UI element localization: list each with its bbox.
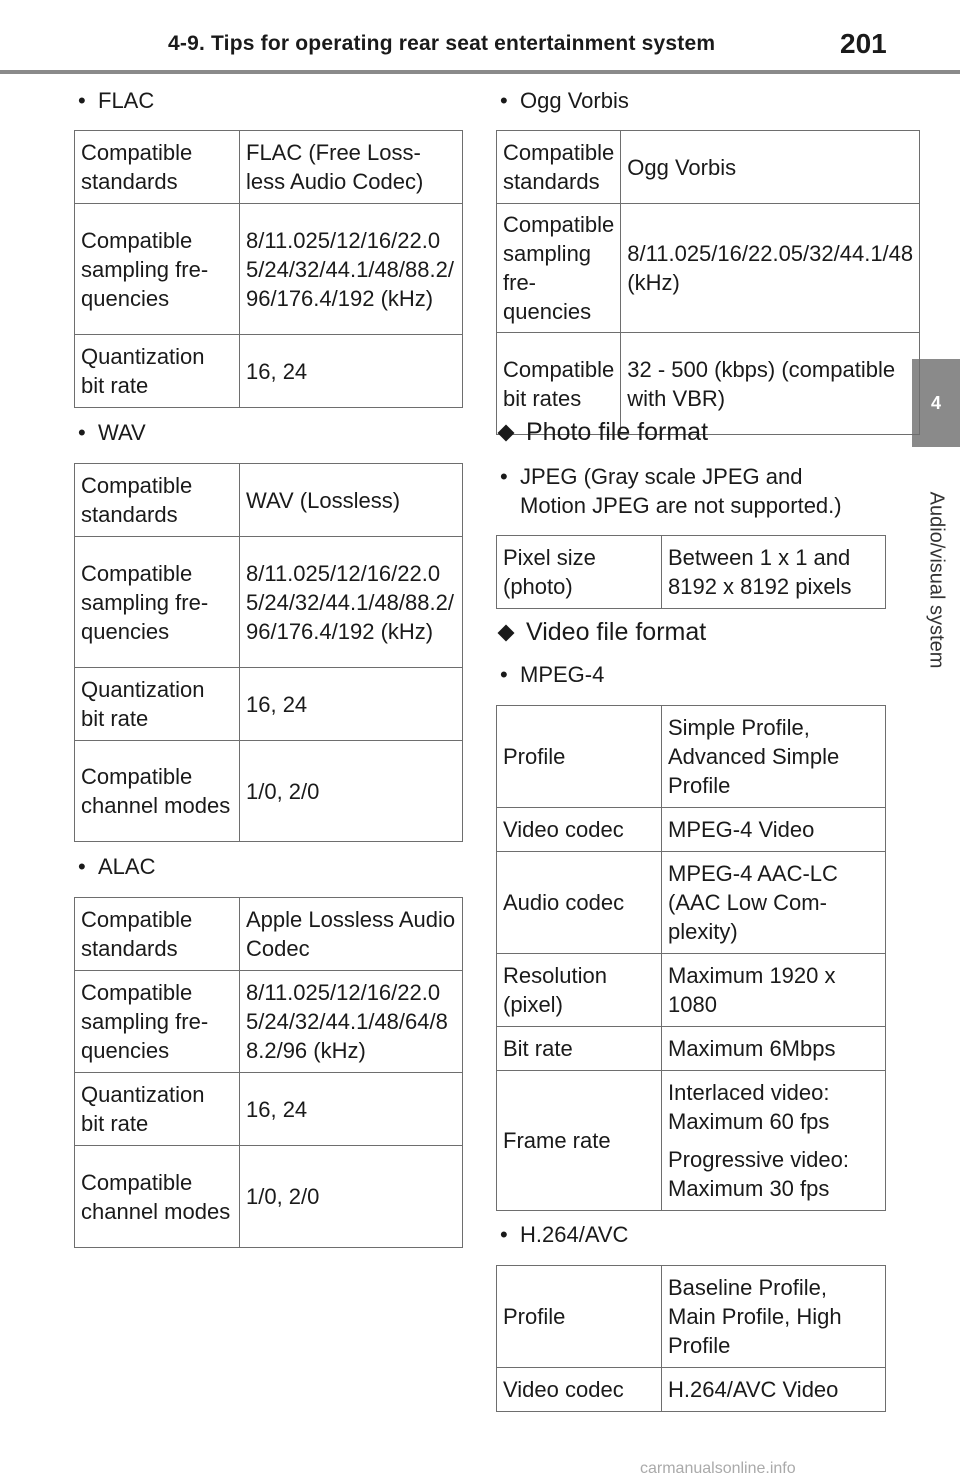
chapter-tab: 4 xyxy=(912,359,960,447)
row-label: Video codec xyxy=(497,808,662,852)
bullet-text: ALAC xyxy=(98,854,156,879)
row-value: MPEG-4 AAC-LC (AAC Low Com-plexity) xyxy=(662,852,886,954)
bullet-text: WAV xyxy=(98,420,146,445)
bullet-jpeg xyxy=(500,462,900,520)
table-row xyxy=(497,536,886,609)
table-row xyxy=(75,898,463,971)
row-value: Between 1 x 1 and 8192 x 8192 pixels xyxy=(662,536,886,609)
photo-table xyxy=(496,535,886,609)
row-value: 16, 24 xyxy=(240,1073,463,1146)
bullet-dot: • xyxy=(78,420,86,445)
bullet-dot: • xyxy=(78,88,86,113)
row-value: 8/11.025/16/22.05/32/44.1/48 (kHz) xyxy=(621,204,920,333)
table-row xyxy=(497,1368,886,1412)
row-label: Compatible standards xyxy=(75,898,240,971)
row-value: Maximum 6Mbps xyxy=(662,1027,886,1071)
section-title: 4-9. Tips for operating rear seat entertainment system xyxy=(168,32,716,55)
row-value: 1/0, 2/0 xyxy=(240,1146,463,1248)
row-label: Quantization bit rate xyxy=(75,1073,240,1146)
row-value: Ogg Vorbis xyxy=(621,131,920,204)
table-row xyxy=(75,668,463,741)
header-rule xyxy=(0,70,960,74)
row-label: Bit rate xyxy=(497,1027,662,1071)
row-value: H.264/AVC Video xyxy=(662,1368,886,1412)
diamond-bullet-icon xyxy=(498,424,515,441)
row-label: Audio codec xyxy=(497,852,662,954)
row-value: Maximum 1920 x 1080 xyxy=(662,954,886,1027)
row-value: Apple Lossless Audio Codec xyxy=(240,898,463,971)
row-label: Compatible sampling fre-quencies xyxy=(75,204,240,335)
row-value: 1/0, 2/0 xyxy=(240,741,463,842)
row-value: FLAC (Free Loss-less Audio Codec) xyxy=(240,131,463,204)
row-label: Compatible bit rates xyxy=(497,333,621,435)
chapter-label: Audio/visual system xyxy=(925,491,948,669)
row-label: Quantization bit rate xyxy=(75,335,240,408)
bullet-dot: • xyxy=(78,854,86,879)
table-row xyxy=(497,706,886,808)
row-label: Profile xyxy=(497,1266,662,1368)
mpeg4-table xyxy=(496,705,886,1211)
wav-table xyxy=(74,463,463,842)
table-row xyxy=(497,808,886,852)
bullet-dot: • xyxy=(500,88,508,113)
bullet-ogg xyxy=(500,88,629,114)
table-row xyxy=(75,741,463,842)
bullet-text: Ogg Vorbis xyxy=(520,88,629,113)
row-label: Compatible standards xyxy=(75,464,240,537)
row-value: Simple Profile, Advanced Simple Profile xyxy=(662,706,886,808)
table-row xyxy=(75,1073,463,1146)
table-row xyxy=(75,335,463,408)
bullet-dot: • xyxy=(500,662,508,687)
flac-table xyxy=(74,130,463,408)
row-label: Compatible sampling fre-quencies xyxy=(497,204,621,333)
row-label: Compatible sampling fre-quencies xyxy=(75,971,240,1073)
row-label: Quantization bit rate xyxy=(75,668,240,741)
frame-rate-progressive: Progressive video: Maximum 30 fps xyxy=(668,1147,849,1201)
table-row xyxy=(75,204,463,335)
table-row xyxy=(497,1027,886,1071)
bullet-text-continued: Motion JPEG are not supported.) xyxy=(520,493,842,518)
heading-text: Video file format xyxy=(526,618,707,646)
row-label: Compatible sampling fre-quencies xyxy=(75,537,240,668)
ogg-table xyxy=(496,130,920,435)
row-value: Baseline Profile, Main Profile, High Profile xyxy=(662,1266,886,1368)
bullet-h264 xyxy=(500,1222,628,1248)
row-value: 8/11.025/12/16/22.05/24/32/44.1/48/64/88.2/96 (kHz) xyxy=(240,971,463,1073)
row-label: Profile xyxy=(497,706,662,808)
row-value: 8/11.025/12/16/22.05/24/32/44.1/48/88.2/96/176.4/192 (kHz) xyxy=(240,537,463,668)
bullet-text: MPEG-4 xyxy=(520,662,605,687)
table-row xyxy=(75,131,463,204)
row-label: Compatible channel modes xyxy=(75,741,240,842)
table-row xyxy=(497,1071,886,1211)
heading-text: Photo file format xyxy=(526,418,709,446)
watermark-footer: carmanualsonline.info xyxy=(640,1460,796,1477)
diamond-bullet-icon xyxy=(498,624,515,641)
bullet-text: FLAC xyxy=(98,88,155,113)
table-row xyxy=(497,131,920,204)
row-value xyxy=(662,1071,886,1211)
row-value: WAV (Lossless) xyxy=(240,464,463,537)
row-value: MPEG-4 Video xyxy=(662,808,886,852)
row-label: Pixel size (photo) xyxy=(497,536,662,609)
table-row xyxy=(497,1266,886,1368)
bullet-flac xyxy=(78,88,154,114)
row-value: 8/11.025/12/16/22.05/24/32/44.1/48/88.2/96/176.4/192 (kHz) xyxy=(240,204,463,335)
bullet-dot: • xyxy=(500,1222,508,1247)
row-label: Frame rate xyxy=(497,1071,662,1211)
bullet-wav xyxy=(78,420,146,446)
table-row xyxy=(75,537,463,668)
table-row xyxy=(75,971,463,1073)
bullet-dot: • xyxy=(500,464,508,489)
bullet-text: JPEG (Gray scale JPEG and xyxy=(520,464,803,489)
table-row xyxy=(497,954,886,1027)
table-row xyxy=(75,1146,463,1248)
bullet-text: H.264/AVC xyxy=(520,1222,629,1247)
row-label: Video codec xyxy=(497,1368,662,1412)
h264-table xyxy=(496,1265,886,1412)
row-label: Compatible channel modes xyxy=(75,1146,240,1248)
alac-table xyxy=(74,897,463,1248)
heading-photo xyxy=(494,418,708,447)
heading-video xyxy=(494,618,706,647)
frame-rate-interlaced: Interlaced video: Maximum 60 fps xyxy=(668,1080,830,1134)
row-value: 16, 24 xyxy=(240,335,463,408)
bullet-alac xyxy=(78,854,155,880)
row-label: Compatible standards xyxy=(75,131,240,204)
row-value: 32 - 500 (kbps) (compatible with VBR) xyxy=(621,333,920,435)
bullet-mpeg4 xyxy=(500,662,604,688)
row-label: Resolution (pixel) xyxy=(497,954,662,1027)
row-value: 16, 24 xyxy=(240,668,463,741)
table-row xyxy=(497,204,920,333)
page-number: 201 xyxy=(840,28,887,59)
table-row xyxy=(497,852,886,954)
table-row xyxy=(75,464,463,537)
row-label: Compatible standards xyxy=(497,131,621,204)
